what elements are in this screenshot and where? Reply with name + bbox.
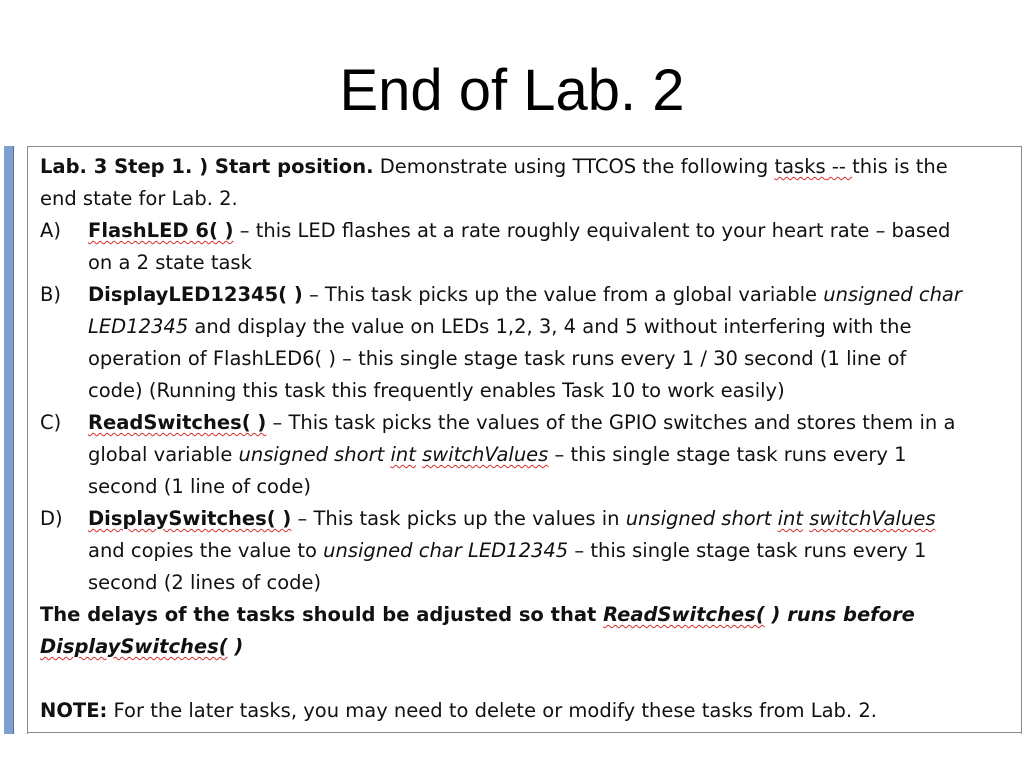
item-b-text: – This task picks up the value from a global variable bbox=[302, 283, 824, 306]
spellcheck-dash: -- bbox=[825, 155, 853, 178]
item-c-line-3: second (1 line of code) bbox=[88, 475, 311, 498]
intro-line-1 bbox=[40, 157, 948, 177]
slide-accent-line bbox=[13, 146, 14, 734]
item-d-type-int: int bbox=[777, 507, 804, 530]
item-d-variable: switchValues bbox=[809, 507, 936, 530]
item-a-text: – this LED flashes at a rate roughly equivalent to your heart rate – based bbox=[233, 219, 951, 242]
item-a-line-2: on a 2 state task bbox=[88, 251, 252, 274]
next-row-cutoff bbox=[37, 733, 797, 735]
item-c-type-int: int bbox=[390, 443, 416, 466]
delays-func-a: ReadSwitches( bbox=[603, 603, 765, 626]
item-marker-a: A) bbox=[40, 219, 61, 242]
delays-paren: ) bbox=[227, 635, 244, 658]
item-d-line-3: second (2 lines of code) bbox=[88, 571, 322, 594]
item-marker-b: B) bbox=[40, 283, 61, 306]
intro-text-end: this is the bbox=[852, 155, 948, 178]
item-b-name: DisplayLED12345( ) bbox=[88, 283, 303, 306]
item-b-variable: LED12345 bbox=[88, 315, 189, 338]
delays-text: The delays of the tasks should be adjusted so that bbox=[40, 603, 604, 626]
intro-text: Demonstrate using TTCOS the following bbox=[379, 155, 775, 178]
intro-line-2: end state for Lab. 2. bbox=[40, 187, 238, 210]
item-c-variable: switchValues bbox=[422, 443, 549, 466]
item-d-line-1 bbox=[88, 509, 935, 529]
intro-heading: Lab. 3 Step 1. ) Start position. bbox=[40, 155, 374, 178]
item-d-type: unsigned short bbox=[625, 507, 778, 530]
slide-accent-bar bbox=[4, 146, 13, 734]
item-b-type: unsigned char bbox=[823, 283, 962, 306]
item-d-line-2 bbox=[88, 541, 926, 561]
spellcheck-word: tasks bbox=[774, 155, 826, 178]
item-d-text-2: and copies the value to bbox=[88, 539, 324, 562]
delays-text-2: ) runs before bbox=[764, 603, 915, 626]
item-b-line-3: operation of FlashLED6( ) – this single stage task runs every 1 / 30 second (1 line of bbox=[88, 347, 907, 370]
item-d-target: unsigned char LED12345 bbox=[323, 539, 569, 562]
delays-line-1 bbox=[40, 605, 915, 625]
item-b-line-2 bbox=[88, 317, 912, 337]
item-d-text: – This task picks up the values in bbox=[291, 507, 626, 530]
delays-line-2 bbox=[40, 637, 243, 657]
note-line bbox=[40, 701, 877, 721]
item-a-line-1 bbox=[88, 221, 950, 241]
document-excerpt bbox=[27, 146, 1022, 734]
item-c-text: – This task picks the values of the GPIO switches and stores them in a bbox=[266, 411, 956, 434]
item-c-name: ReadSwitches( ) bbox=[88, 411, 267, 434]
item-d-name: DisplaySwitches( ) bbox=[88, 507, 292, 530]
item-a-name: FlashLED 6( ) bbox=[88, 219, 234, 242]
note-text: For the later tasks, you may need to delete or modify these tasks from Lab. 2. bbox=[107, 699, 877, 722]
slide-title: End of Lab. 2 bbox=[339, 58, 685, 123]
note-label: NOTE: bbox=[40, 699, 108, 722]
item-b-line-4: code) (Running this task this frequently enables Task 10 to work easily) bbox=[88, 379, 785, 402]
item-marker-c: C) bbox=[40, 411, 62, 434]
item-c-line-1 bbox=[88, 413, 955, 433]
item-c-type: unsigned short bbox=[238, 443, 391, 466]
delays-func-b: DisplaySwitches( bbox=[40, 635, 228, 658]
item-b-text-2: and display the value on LEDs 1,2, 3, 4 and 5 without interfering with the bbox=[188, 315, 912, 338]
item-c-text-3: – this single stage task runs every 1 bbox=[548, 443, 907, 466]
item-c-line-2 bbox=[88, 445, 907, 465]
item-d-text-3: – this single stage task runs every 1 bbox=[568, 539, 927, 562]
item-c-text-2: global variable bbox=[88, 443, 239, 466]
item-b-line-1 bbox=[88, 285, 962, 305]
item-marker-d: D) bbox=[40, 507, 63, 530]
